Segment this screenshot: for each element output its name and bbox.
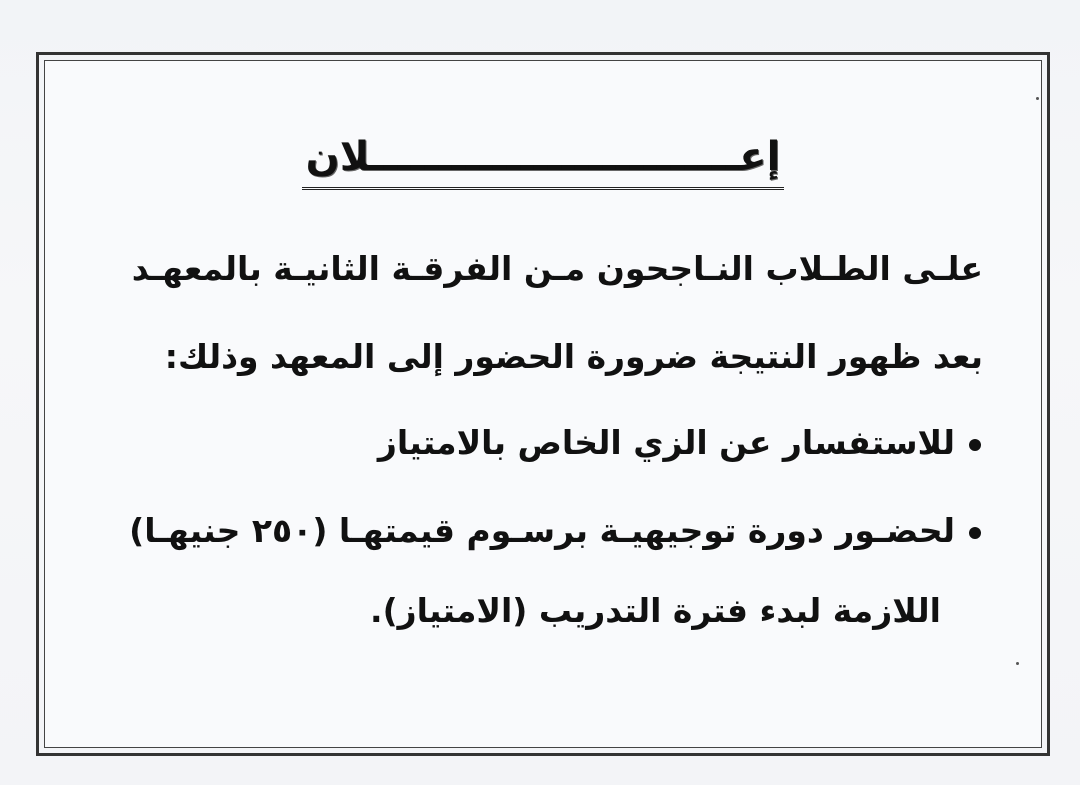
page-border-inner: [44, 60, 1042, 748]
bullet-item-course: [117, 509, 981, 553]
bullet-item-text: لحضـور دورة توجيهيـة برسـوم قيمتهـا (٢٥٠ جنيهـا): [129, 511, 955, 550]
bullet-dot-icon: [969, 527, 981, 539]
bullet-dot-icon: [969, 439, 981, 451]
scan-speck: [1016, 662, 1019, 665]
scan-speck: [1036, 97, 1039, 100]
announcement-body: [45, 61, 1041, 747]
bullet-item-text: للاستفسار عن الزي الخاص بالامتياز: [377, 423, 955, 462]
intro-line-2: بعد ظهور النتيجة ضرورة الحضور إلى المعهد وذلك:: [164, 337, 983, 376]
page-border: [36, 52, 1050, 756]
bullet-item-uniform: [117, 421, 981, 465]
announcement-title-text: إعـــــــــــــــــــــــــــلان: [302, 129, 785, 190]
announcement-title: [45, 129, 1041, 190]
intro-line-1: علـى الطـلاب النـاجحون مـن الفرقـة الثانيـة بالمعهـد: [131, 249, 983, 288]
bullet-item-course-continuation: اللازمة لبدء فترة التدريب (الامتياز).: [370, 591, 941, 630]
